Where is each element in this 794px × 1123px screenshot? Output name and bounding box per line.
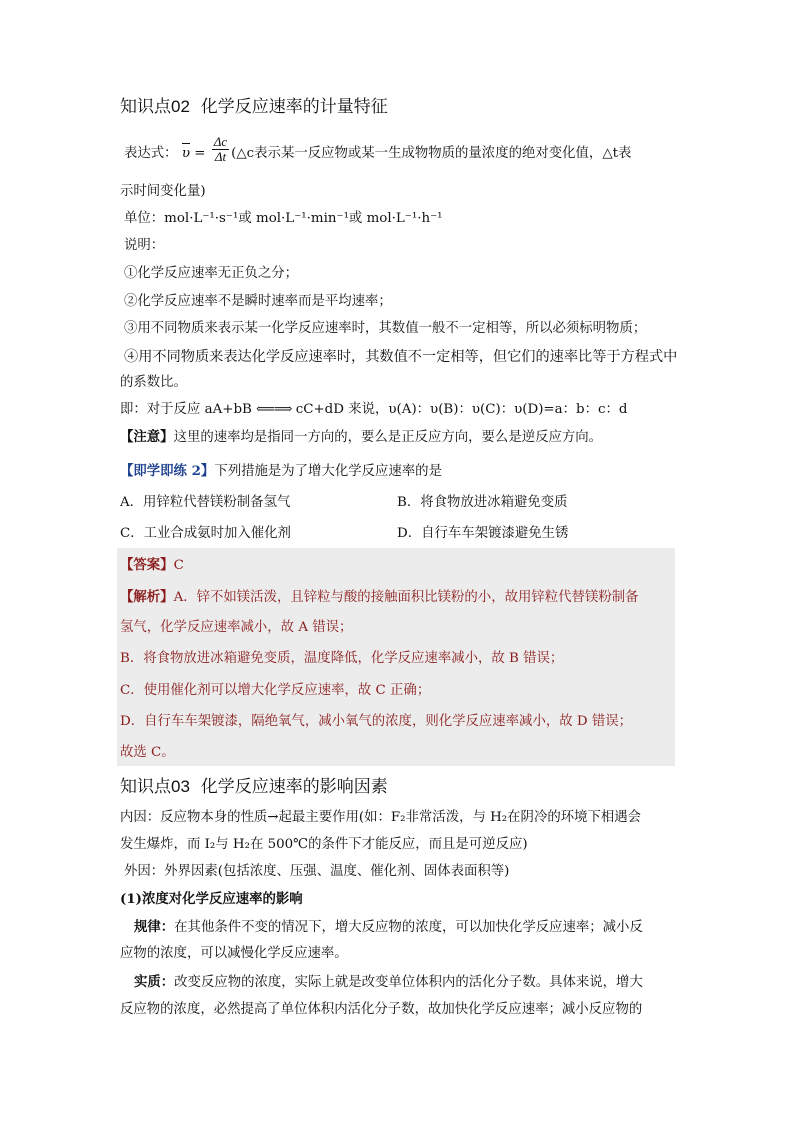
title-prefix: 知识点 [120, 777, 171, 797]
expression-description-cont: 示时间变化量) [120, 184, 206, 199]
subsection-heading: (1)浓度对化学反应速率的影响 [120, 891, 303, 907]
analysis-line [120, 588, 639, 607]
expression-line [124, 134, 632, 168]
option-a: A．用锌粒代替镁粉制备氢气 [120, 495, 291, 510]
option-c: C．工业合成氨时加入催化剂 [120, 526, 291, 541]
rule-label: 规律： [134, 919, 175, 935]
equals-sign: = [194, 146, 206, 161]
caution-text: 这里的速率均是指同一方向的，要么是正反应方向，要么是逆反应方向。 [173, 430, 603, 445]
analysis-label: 【解析】 [120, 589, 174, 605]
title-number: 03 [171, 777, 190, 796]
fraction-numerator: Δc [213, 134, 228, 149]
note-label: 说明： [124, 238, 165, 253]
title-text: 化学反应速率的计量特征 [200, 97, 388, 117]
caution-label: 【注意】 [120, 429, 174, 445]
internal-factor-line: 内因：反应物本身的性质→起最主要作用(如：F₂非常活泼，与 H₂在阴冷的环境下相遇会 [120, 810, 642, 825]
answer-line [120, 556, 184, 575]
essence-text: 改变反应物的浓度，实际上就是改变单位体积内的活化分子数。具体来说，增大 [174, 975, 643, 990]
essence-line: 反应物的浓度，必然提高了单位体积内活化分子数，故加快化学反应速率；减小反应物的 [120, 1002, 643, 1017]
external-factor-line: 外因：外界因素(包括浓度、压强、温度、催化剂、固体表面积等) [124, 864, 510, 879]
note-item: 的系数比。 [120, 375, 187, 390]
analysis-line: C．使用催化剂可以增大化学反应速率，故 C 正确； [120, 683, 431, 698]
ratio-line [120, 401, 627, 419]
option-d: D．自行车车架镀漆避免生锈 [397, 526, 569, 541]
ratio-suffix: cC+dD 来说，υ(A)：υ(B)：υ(C)：υ(D)=a：b：c：d [295, 402, 628, 417]
note-item: ④用不同物质来表达化学反应速率时，其数值不一定相等，但它们的速率比等于方程式中 [124, 349, 678, 365]
exercise-question [120, 462, 442, 481]
analysis-text: A．锌不如镁活泼，且锌粒与酸的接触面积比镁粉的小，故用锌粒代替镁粉制备 [173, 590, 639, 605]
exercise-label: 【即学即练 2】 [120, 463, 215, 479]
analysis-line: 氢气，化学反应速率减小，故 A 错误； [120, 620, 353, 635]
equilibrium-arrow-icon: ⟸⟹ [256, 402, 292, 417]
ratio-prefix: 即：对于反应 aA+bB [120, 402, 252, 417]
essence-label: 实质： [134, 974, 175, 990]
rate-fraction [212, 135, 229, 164]
answer-value: C [173, 558, 184, 573]
expression-label: 表达式： [124, 146, 178, 161]
note-item: ①化学反应速率无正负之分； [124, 266, 299, 281]
note-item: ③用不同物质来表示某一化学反应速率时，其数值一般不一定相等，所以必须标明物质； [124, 321, 647, 336]
note-item: ②化学反应速率不是瞬时速率而是平均速率； [124, 294, 392, 309]
option-b: B．将食物放进冰箱避免变质 [397, 495, 568, 510]
rate-symbol: υ [181, 146, 190, 161]
title-prefix: 知识点 [120, 97, 171, 117]
analysis-line: 故选 C。 [120, 745, 175, 760]
title-number: 02 [171, 97, 190, 116]
unit-text: mol·L⁻¹·s⁻¹或 mol·L⁻¹·min⁻¹或 mol·L⁻¹·h⁻¹ [164, 211, 443, 226]
section-03-title [120, 778, 388, 796]
title-text: 化学反应速率的影响因素 [200, 777, 388, 797]
question-text: 下列措施是为了增大化学反应速率的是 [214, 464, 442, 479]
rule-line: 应物的浓度，可以减慢化学反应速率。 [120, 946, 348, 961]
section-02-title [120, 98, 388, 116]
analysis-line: B．将食物放进冰箱避免变质，温度降低，化学反应速率减小，故 B 错误； [120, 651, 564, 666]
answer-label: 【答案】 [120, 557, 174, 573]
rule-line [134, 918, 643, 937]
rule-text: 在其他条件不变的情况下，增大反应物的浓度，可以加快化学反应速率；减小反 [174, 920, 643, 935]
unit-label: 单位： [124, 211, 165, 226]
fraction-denominator: Δt [214, 149, 227, 164]
expression-description: (△c表示某一反应物或某一生成物物质的量浓度的绝对变化值，△t表 [231, 146, 632, 161]
caution-line [120, 428, 602, 447]
internal-factor-line: 发生爆炸，而 I₂与 H₂在 500℃的条件下才能反应，而且是可逆反应) [120, 837, 528, 852]
unit-line [124, 210, 443, 228]
analysis-line: D．自行车车架镀漆，隔绝氧气，减小氧气的浓度，则化学反应速率减小，故 D 错误； [120, 714, 633, 729]
essence-line [134, 973, 643, 992]
